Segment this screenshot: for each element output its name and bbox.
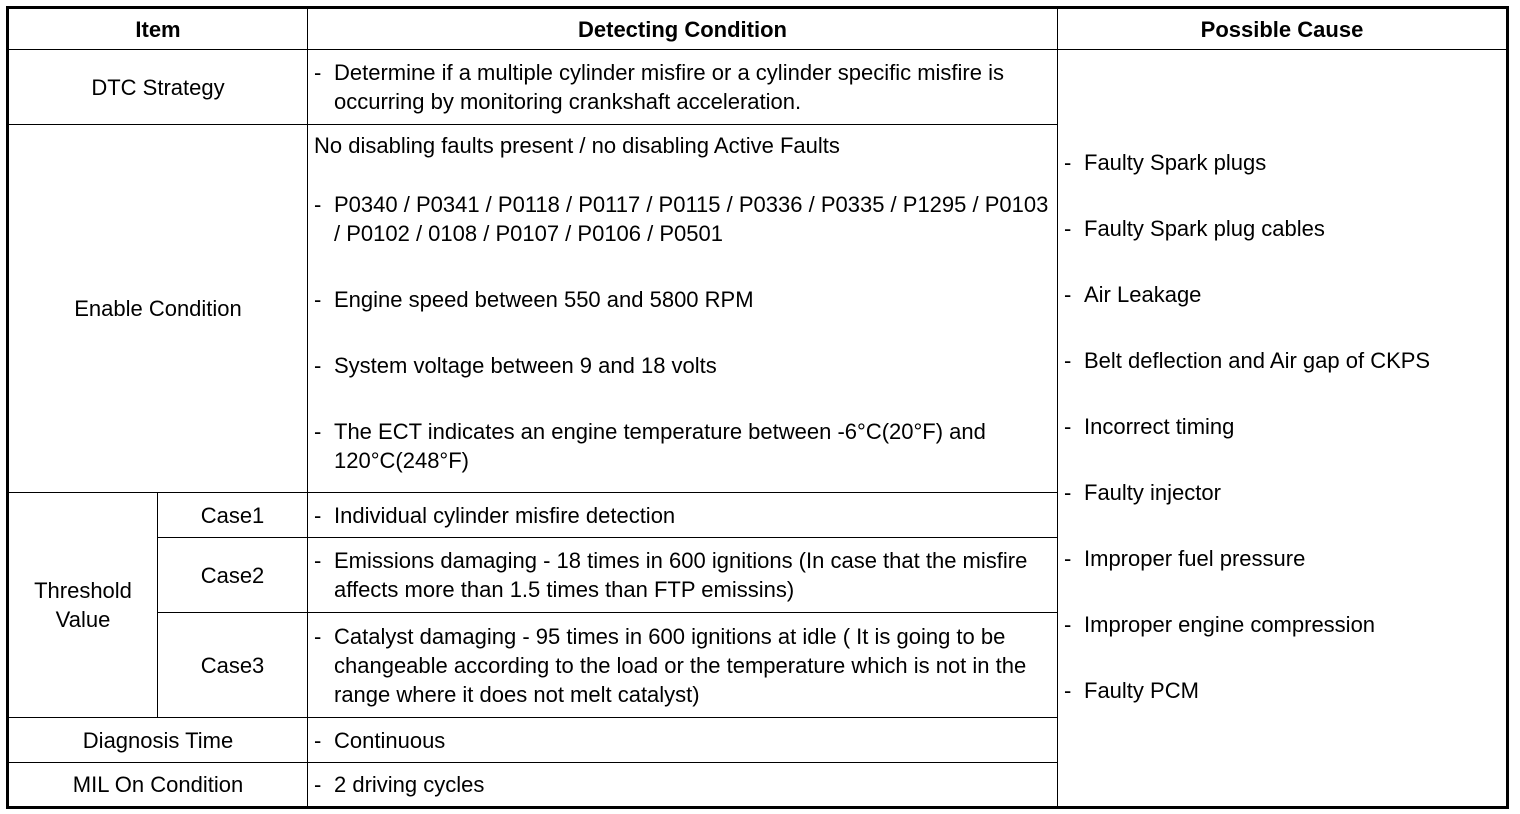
threshold-value-label: Threshold Value [8, 493, 158, 718]
possible-cause-list [1058, 50, 1508, 808]
row-dtc-strategy [8, 50, 1508, 125]
case2-condition: - Emissions damaging - 18 times in 600 ignitions (In case that the misfire affects more than 1.5 times than FTP emissins) [308, 538, 1058, 613]
enable-item: - System voltage between 9 and 18 volts [314, 353, 717, 378]
cause-item: - Faulty injector [1064, 480, 1221, 505]
dtc-strategy-text: Determine if a multiple cylinder misfire or a cylinder specific misfire is occurring by monitoring crankshaft acceleration. [334, 60, 1004, 114]
header-row [8, 8, 1508, 50]
cause-item: - Incorrect timing [1064, 414, 1235, 439]
header-detecting-condition: Detecting Condition [308, 8, 1058, 50]
diagnosis-time-value: - Continuous [308, 718, 1058, 763]
enable-item: - The ECT indicates an engine temperature between -6°C(20°F) and 120°C(248°F) [314, 419, 986, 473]
cause-item: - Air Leakage [1064, 282, 1202, 307]
mil-on-condition-label: MIL On Condition [8, 763, 308, 808]
dtc-strategy-label: DTC Strategy [8, 50, 308, 125]
cause-item: - Faulty PCM [1064, 678, 1199, 703]
enable-item: - P0340 / P0341 / P0118 / P0117 / P0115 / P0336 / P0335 / P1295 / P0103 / P0102 / 0108 / P0107 / P0106 / P0501 [314, 192, 1049, 246]
dtc-strategy-condition: - Determine if a multiple cylinder misfire or a cylinder specific misfire is occurring by monitoring crankshaft acceleration. [308, 50, 1058, 125]
cause-item: - Improper fuel pressure [1064, 546, 1306, 571]
enable-condition-label: Enable Condition [8, 125, 308, 493]
enable-condition-intro: No disabling faults present / no disabling Active Faults [314, 133, 840, 158]
enable-item: - Engine speed between 550 and 5800 RPM [314, 287, 754, 312]
dtc-table [6, 6, 1509, 809]
diagnosis-time-label: Diagnosis Time [8, 718, 308, 763]
cause-item: - Faulty Spark plug cables [1064, 216, 1325, 241]
cause-item: - Faulty Spark plugs [1064, 150, 1267, 175]
cause-item: - Improper engine compression [1064, 612, 1376, 637]
case1-condition: - Individual cylinder misfire detection [308, 493, 1058, 538]
header-item: Item [8, 8, 308, 50]
case1-label: Case1 [158, 493, 308, 538]
case3-label: Case3 [158, 613, 308, 718]
mil-on-condition-value: - 2 driving cycles [308, 763, 1058, 808]
case2-label: Case2 [158, 538, 308, 613]
header-possible-cause: Possible Cause [1058, 8, 1508, 50]
cause-item: - Belt deflection and Air gap of CKPS [1064, 348, 1431, 373]
case3-condition: - Catalyst damaging - 95 times in 600 ignitions at idle ( It is going to be changeable according to the load or the temperature which is not in the range where it does not melt catalyst) [308, 613, 1058, 718]
enable-condition-detail [308, 125, 1058, 493]
